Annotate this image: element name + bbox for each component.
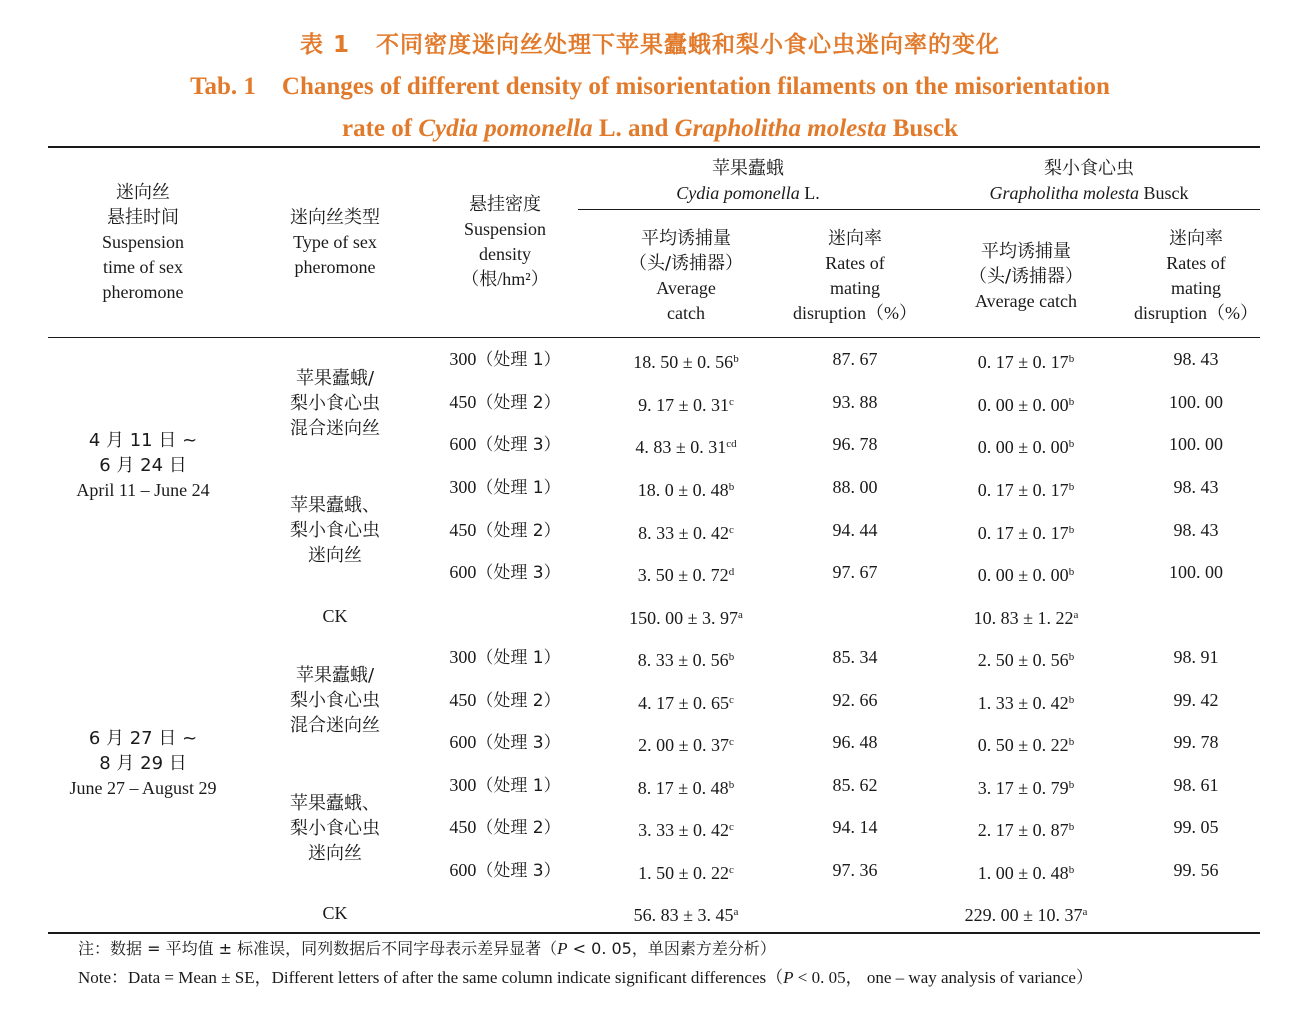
caption-species1: Cydia pomonella	[418, 115, 593, 142]
sp2-rate-cell: 98. 61	[1173, 775, 1219, 795]
header-time-cn2: 悬挂时间	[107, 207, 179, 228]
significance-letter: b	[1068, 481, 1075, 493]
treatment-label: （处理 3）	[476, 733, 561, 753]
header-rate-en3: disruption（%）	[793, 303, 917, 323]
catch-value: 0. 00 ± 0. 00	[977, 565, 1069, 585]
period-2-en: June 27 – August 29	[69, 778, 217, 798]
caption-en-end: Busck	[892, 115, 959, 142]
catch-value: 3. 17 ± 0. 79	[977, 778, 1069, 798]
sp2-catch-cell	[938, 859, 1114, 884]
period-1-label	[48, 428, 238, 503]
header-density-cn: 悬挂密度	[469, 194, 541, 215]
treatment-label: （处理 2）	[476, 691, 561, 711]
type-mixed-2-line3: 混合迷向丝	[290, 715, 380, 736]
sp2-catch-cell	[938, 348, 1114, 373]
sp2-rate-cell: 99. 42	[1173, 690, 1219, 710]
significance-letter: b	[728, 651, 735, 663]
catch-value: 18. 50 ± 0. 56	[633, 352, 734, 372]
significance-letter: b	[728, 481, 735, 493]
table-caption	[0, 28, 1300, 150]
significance-letter: b	[1068, 396, 1075, 408]
type-mixed-2-line2: 梨小食心虫	[290, 690, 380, 711]
density-cell	[430, 731, 580, 754]
period-2-cn2: 8 月 29 日	[99, 753, 187, 774]
catch-value: 18. 0 ± 0. 48	[637, 480, 729, 500]
sp1-catch-cell	[598, 348, 774, 373]
density-value: 600	[449, 860, 477, 880]
density-value: 600	[449, 434, 477, 454]
significance-letter: c	[729, 864, 734, 876]
catch-value: 0. 00 ± 0. 00	[977, 437, 1069, 457]
density-cell	[430, 561, 580, 584]
treatment-label: （处理 3）	[476, 861, 561, 881]
header-catch-en1: Average	[656, 278, 716, 298]
header-density-unit: （根/hm²）	[461, 269, 549, 289]
significance-letter: b	[1068, 651, 1075, 663]
header-time-en1: Suspension	[101, 232, 184, 252]
sp1-catch-cell	[598, 476, 774, 501]
sp1-catch-cell	[598, 519, 774, 544]
catch-value: 2. 50 ± 0. 56	[977, 650, 1069, 670]
treatment-label: （处理 1）	[476, 350, 561, 370]
type-ck-1	[240, 604, 430, 629]
type-mixed-1-line3: 混合迷向丝	[290, 418, 380, 439]
type-separate-1-line1: 苹果蠹蛾、	[290, 495, 380, 516]
sp2-catch-cell	[938, 774, 1114, 799]
type-separate-2-line2: 梨小食心虫	[290, 818, 380, 839]
sp2-catch-cell	[938, 433, 1114, 458]
sp1-catch-cell	[598, 391, 774, 416]
catch-value: 4. 83 ± 0. 31	[635, 437, 727, 457]
catch-value: 0. 17 ± 0. 17	[977, 352, 1069, 372]
header-sp1-disruption-rate	[774, 226, 936, 326]
note-en-p: P	[783, 968, 794, 987]
header-catch-en2: catch	[667, 303, 705, 323]
density-cell	[430, 816, 580, 839]
header-catch2-cn1: 平均诱捕量	[981, 241, 1071, 262]
header-sp1-author: L.	[804, 183, 820, 203]
caption-chinese	[0, 28, 1300, 62]
density-cell	[430, 476, 580, 499]
sp1-rate-cell: 93. 88	[832, 392, 878, 412]
density-cell	[430, 348, 580, 371]
type-separate-1-line2: 梨小食心虫	[290, 520, 380, 541]
catch-value: 4. 17 ± 0. 65	[638, 693, 729, 713]
caption-cn-label: 表 1	[299, 32, 350, 58]
period-1-cn1: 4 月 11 日 ~	[88, 430, 198, 451]
header-rate2-en1: Rates of	[1166, 253, 1226, 273]
sp1-catch-cell	[598, 561, 774, 586]
significance-letter: a	[1082, 906, 1088, 918]
type-mixed-1	[240, 366, 430, 441]
catch-value: 3. 50 ± 0. 72	[637, 565, 729, 585]
type-separate-1	[240, 493, 430, 568]
significance-letter: b	[1068, 353, 1075, 365]
sp2-rate-cell: 98. 43	[1173, 520, 1219, 540]
note-cn-b: < 0. 05，单因素方差分析）	[567, 939, 776, 958]
header-suspension-density	[430, 192, 580, 292]
catch-value: 229. 00 ± 10. 37	[964, 905, 1083, 925]
density-cell	[430, 774, 580, 797]
sp2-rate-cell: 99. 78	[1173, 732, 1219, 752]
bottom-rule	[48, 932, 1260, 934]
header-rate2-cn: 迷向率	[1169, 228, 1223, 249]
catch-value: 0. 00 ± 0. 00	[977, 395, 1069, 415]
header-sp1-average-catch	[598, 226, 774, 326]
caption-species2: Grapholitha molesta	[674, 115, 887, 142]
significance-letter: cd	[726, 438, 737, 450]
header-time-en2: time of sex	[103, 257, 183, 277]
type-separate-2-line1: 苹果蠹蛾、	[290, 793, 380, 814]
header-rate-en1: Rates of	[825, 253, 885, 273]
significance-letter: b	[1068, 821, 1075, 833]
sp2-catch-cell	[938, 519, 1114, 544]
catch-value: 56. 83 ± 3. 45	[633, 905, 734, 925]
density-value: 450	[449, 520, 477, 540]
header-sp2-average-catch	[938, 239, 1114, 314]
sp2-catch-cell	[938, 901, 1114, 926]
sp1-catch-cell	[598, 774, 774, 799]
density-value: 450	[449, 690, 477, 710]
note-cn-p: P	[557, 939, 568, 958]
header-density-en2: density	[479, 244, 531, 264]
significance-letter: b	[1068, 524, 1075, 536]
sp1-catch-cell	[598, 901, 774, 926]
treatment-label: （处理 3）	[476, 563, 561, 583]
header-catch2-en: Average catch	[974, 291, 1078, 311]
significance-letter: b	[1068, 779, 1075, 791]
type-ck-2	[240, 901, 430, 926]
sp1-rate-cell: 92. 66	[832, 690, 878, 710]
header-sp2-genus: Grapholitha molesta	[989, 183, 1139, 203]
significance-letter: a	[1073, 609, 1079, 621]
header-catch-cn2: （头/诱捕器）	[628, 253, 744, 274]
note-en-b: < 0. 05， one – way analysis of variance）	[793, 968, 1093, 987]
sp2-catch-cell	[938, 476, 1114, 501]
significance-letter: b	[1068, 566, 1075, 578]
caption-en-mid: L. and	[598, 115, 669, 142]
type-ck-1-label: CK	[322, 606, 348, 626]
significance-letter: a	[738, 609, 743, 621]
header-rate-en2: mating	[830, 278, 880, 298]
sp1-catch-cell	[598, 689, 774, 714]
header-type-cn: 迷向丝类型	[290, 207, 380, 228]
treatment-label: （处理 1）	[476, 648, 561, 668]
sp1-rate-cell: 85. 62	[832, 775, 878, 795]
sp1-catch-cell	[598, 433, 774, 458]
catch-value: 0. 50 ± 0. 22	[977, 735, 1069, 755]
sp2-rate-cell: 100. 00	[1169, 434, 1223, 454]
significance-letter: b	[733, 353, 739, 365]
catch-value: 10. 83 ± 1. 22	[973, 608, 1074, 628]
catch-value: 150. 00 ± 3. 97	[629, 608, 738, 628]
top-rule	[48, 146, 1260, 148]
catch-value: 2. 17 ± 0. 87	[977, 820, 1069, 840]
density-cell	[430, 391, 580, 414]
treatment-label: （处理 3）	[476, 435, 561, 455]
sp1-catch-cell	[598, 859, 774, 884]
treatment-label: （处理 2）	[476, 521, 561, 541]
sp1-rate-cell: 94. 14	[832, 817, 878, 837]
sp1-rate-cell: 88. 00	[832, 477, 878, 497]
sp1-rate-cell: 97. 67	[832, 562, 878, 582]
header-type-en1: Type of sex	[293, 232, 377, 252]
sp2-rate-cell: 99. 05	[1173, 817, 1219, 837]
sp2-catch-cell	[938, 391, 1114, 416]
sp2-rate-cell: 98. 43	[1173, 477, 1219, 497]
sp2-rate-cell: 99. 56	[1173, 860, 1219, 880]
caption-en-label: Tab. 1	[190, 73, 256, 100]
type-mixed-1-line2: 梨小食心虫	[290, 393, 380, 414]
catch-value: 0. 17 ± 0. 17	[977, 523, 1069, 543]
significance-letter: b	[728, 779, 735, 791]
sp2-rate-cell: 100. 00	[1169, 562, 1223, 582]
caption-english-line1	[0, 66, 1300, 108]
sp1-rate-cell: 85. 34	[832, 647, 878, 667]
header-rate2-en3: disruption（%）	[1134, 303, 1258, 323]
density-value: 450	[449, 392, 477, 412]
significance-letter: b	[1068, 864, 1075, 876]
type-ck-2-label: CK	[322, 903, 348, 923]
significance-letter: a	[733, 906, 739, 918]
sp1-catch-cell	[598, 646, 774, 671]
type-mixed-1-line1: 苹果蠹蛾/	[295, 368, 375, 389]
treatment-label: （处理 1）	[476, 478, 561, 498]
period-2-label	[48, 726, 238, 801]
catch-value: 8. 33 ± 0. 42	[638, 523, 729, 543]
caption-english-line2	[0, 108, 1300, 150]
density-cell	[430, 519, 580, 542]
significance-letter: b	[1068, 736, 1075, 748]
sp1-rate-cell: 97. 36	[832, 860, 878, 880]
header-density-en1: Suspension	[463, 219, 546, 239]
treatment-label: （处理 2）	[476, 818, 561, 838]
species-subheader-rule	[578, 209, 1260, 210]
sp1-rate-cell: 96. 48	[832, 732, 878, 752]
significance-letter: b	[1068, 438, 1075, 450]
sp2-catch-cell	[938, 646, 1114, 671]
density-value: 600	[449, 562, 477, 582]
header-time-cn1: 迷向丝	[116, 182, 170, 203]
caption-en-line1-text: Changes of different density of misorientation filaments on the misorientation	[281, 73, 1110, 100]
sp2-catch-cell	[938, 816, 1114, 841]
sp2-rate-cell: 100. 00	[1169, 392, 1223, 412]
type-mixed-2	[240, 663, 430, 738]
period-2-cn1: 6 月 27 日 ~	[88, 728, 198, 749]
significance-letter: c	[729, 694, 734, 706]
treatment-label: （处理 2）	[476, 393, 561, 413]
significance-letter: d	[728, 566, 735, 578]
type-mixed-2-line1: 苹果蠹蛾/	[295, 665, 375, 686]
catch-value: 8. 17 ± 0. 48	[637, 778, 729, 798]
header-sp1-genus: Cydia pomonella	[676, 183, 800, 203]
catch-value: 0. 17 ± 0. 17	[977, 480, 1069, 500]
density-value: 600	[449, 732, 477, 752]
density-value: 450	[449, 817, 477, 837]
header-type-en2: pheromone	[294, 257, 376, 277]
sp2-rate-cell: 98. 91	[1173, 647, 1219, 667]
catch-value: 2. 00 ± 0. 37	[638, 735, 729, 755]
header-species1	[578, 156, 918, 206]
density-value: 300	[449, 647, 477, 667]
sp1-rate-cell: 96. 78	[832, 434, 878, 454]
header-rate2-en2: mating	[1171, 278, 1221, 298]
catch-value: 9. 17 ± 0. 31	[638, 395, 729, 415]
header-catch-cn1: 平均诱捕量	[641, 228, 731, 249]
type-separate-2-line3: 迷向丝	[308, 843, 362, 864]
density-value: 300	[449, 477, 477, 497]
header-bottom-rule	[48, 337, 1260, 338]
catch-value: 3. 33 ± 0. 42	[638, 820, 729, 840]
significance-letter: c	[729, 821, 734, 833]
density-cell	[430, 689, 580, 712]
sp2-catch-cell	[938, 561, 1114, 586]
density-cell	[430, 859, 580, 882]
density-value: 300	[449, 349, 477, 369]
sp2-rate-cell: 98. 43	[1173, 349, 1219, 369]
sp1-catch-cell	[598, 731, 774, 756]
sp1-rate-cell: 87. 67	[832, 349, 878, 369]
period-1-en: April 11 – June 24	[76, 480, 210, 500]
header-sp2-cn: 梨小食心虫	[1044, 158, 1134, 179]
significance-letter: b	[1068, 694, 1075, 706]
sp1-rate-cell: 94. 44	[832, 520, 878, 540]
treatment-label: （处理 1）	[476, 776, 561, 796]
catch-value: 1. 33 ± 0. 42	[977, 693, 1069, 713]
catch-value: 8. 33 ± 0. 56	[637, 650, 729, 670]
sp1-catch-cell	[598, 816, 774, 841]
header-pheromone-type	[240, 205, 430, 280]
significance-letter: c	[729, 396, 734, 408]
sp1-catch-cell	[598, 604, 774, 629]
catch-value: 1. 50 ± 0. 22	[638, 863, 729, 883]
significance-letter: c	[729, 736, 734, 748]
note-english	[78, 963, 1093, 988]
period-1-cn2: 6 月 24 日	[99, 455, 187, 476]
type-separate-2	[240, 791, 430, 866]
sp2-catch-cell	[938, 689, 1114, 714]
header-sp1-cn: 苹果蠹蛾	[712, 158, 784, 179]
significance-letter: c	[729, 524, 734, 536]
caption-cn-text: 不同密度迷向丝处理下苹果蠹蛾和梨小食心虫迷向率的变化	[376, 32, 1000, 58]
caption-en-pre: rate of	[341, 115, 413, 142]
header-species2	[918, 156, 1260, 206]
density-value: 300	[449, 775, 477, 795]
sp2-catch-cell	[938, 604, 1114, 629]
density-cell	[430, 646, 580, 669]
type-separate-1-line3: 迷向丝	[308, 545, 362, 566]
header-sp2-author: Busck	[1143, 183, 1189, 203]
sp2-catch-cell	[938, 731, 1114, 756]
header-rate-cn: 迷向率	[828, 228, 882, 249]
note-chinese	[78, 936, 776, 959]
catch-value: 1. 00 ± 0. 48	[977, 863, 1069, 883]
header-time-en3: pheromone	[102, 282, 184, 302]
header-sp2-disruption-rate	[1114, 226, 1278, 326]
header-catch2-cn2: （头/诱捕器）	[968, 266, 1084, 287]
density-cell	[430, 433, 580, 456]
header-suspension-time	[48, 180, 238, 305]
note-en-a: Note：Data = Mean ± SE，Different letters of after the same column indicate significant differences（	[78, 968, 784, 987]
note-cn-a: 注：数据 = 平均值 ± 标准误，同列数据后不同字母表示差异显著（	[78, 939, 558, 958]
